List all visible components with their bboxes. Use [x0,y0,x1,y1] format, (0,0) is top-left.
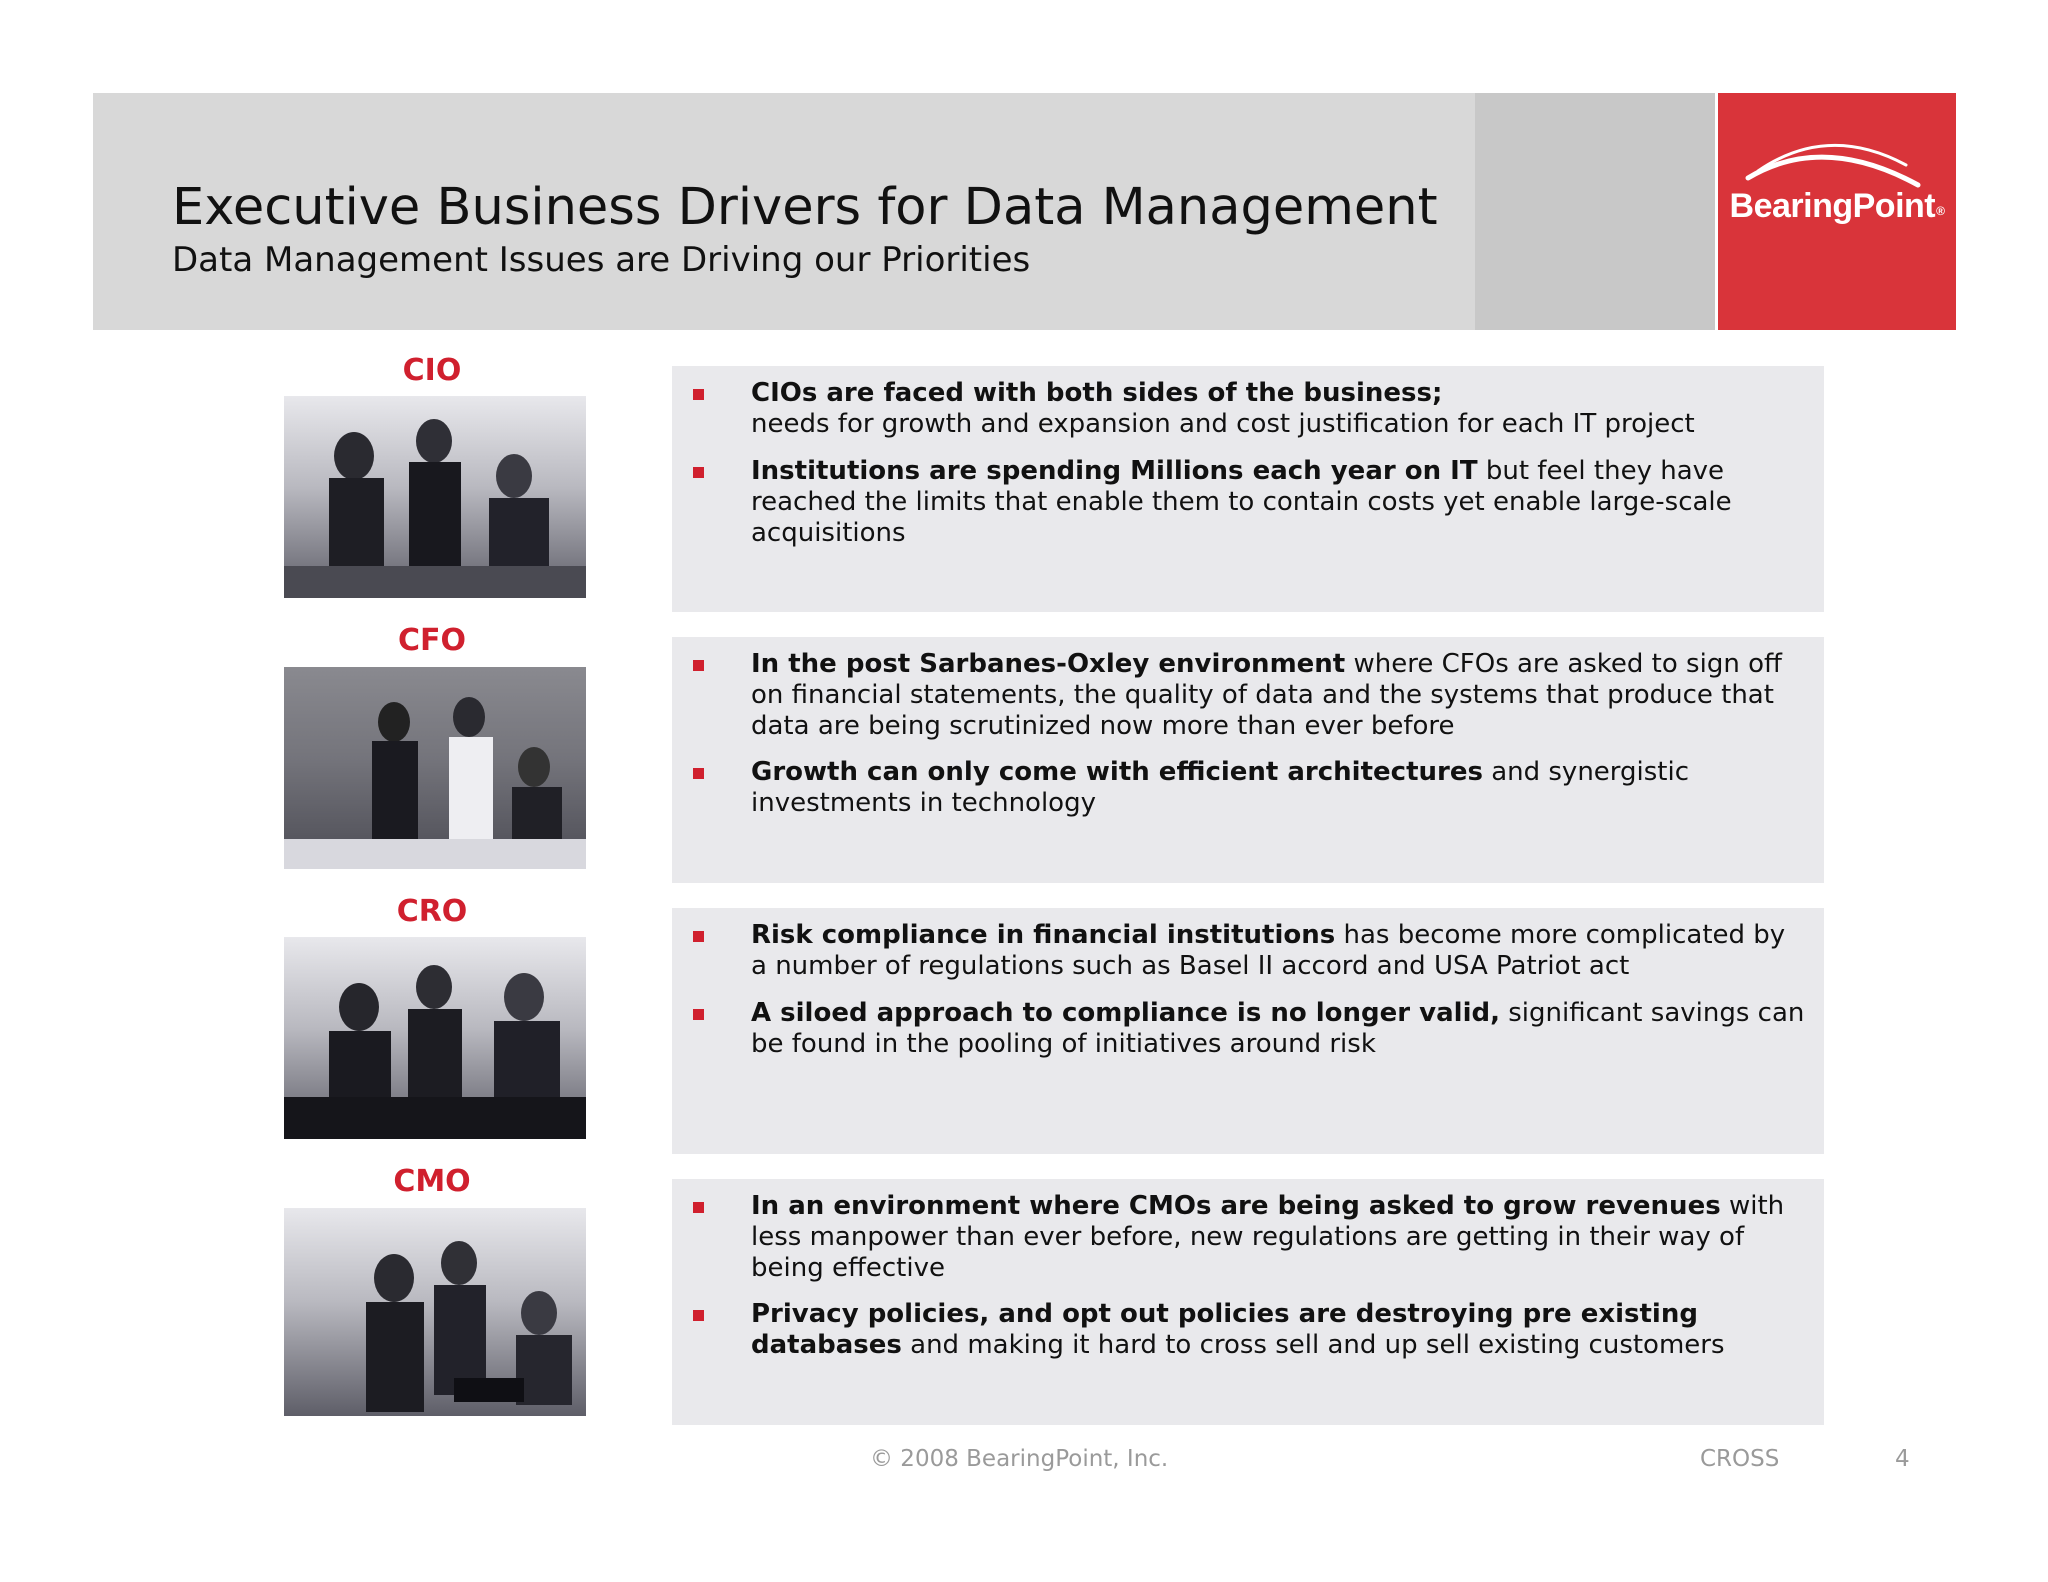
page-number: 4 [1895,1446,1910,1472]
page-subtitle: Data Management Issues are Driving our Priorities [172,240,1031,280]
logo-registered-mark: ® [1936,204,1945,218]
bearingpoint-logo [1718,93,1956,330]
cio-panel [672,366,1824,612]
square-bullet-icon [693,1009,704,1020]
square-bullet-icon [693,1202,704,1213]
cro-panel [672,908,1824,1154]
bullet-bold-text: In the post Sarbanes-Oxley environment [751,649,1346,679]
bullet-bold-text: A siloed approach to compliance is no longer valid, [751,998,1500,1028]
executives-laptop-photo [284,1208,586,1416]
page-title: Executive Business Drivers for Data Management [172,178,1438,237]
logo-wordmark: BearingPoint [1729,187,1936,225]
square-bullet-icon [693,768,704,779]
section-label-cro: CRO [396,894,468,929]
bullet-body-text: but feel they have reached the limits that enable them to contain costs yet enable large-scale acquisitions [751,456,1732,548]
section-label-cfo: CFO [397,623,466,658]
bullet-body-text: and making it hard to cross sell and up sell existing customers [901,1330,1725,1360]
bullet-bold-text: Institutions are spending Millions each year on IT [751,456,1478,486]
executives-handshake-photo [284,667,586,869]
cmo-panel [672,1179,1824,1425]
executives-signing-photo [284,937,586,1139]
bullet-body-text: needs for growth and expansion and cost justification for each IT project [751,409,1695,439]
bullet-bold-text: CIOs are faced with both sides of the business; [751,378,1443,408]
square-bullet-icon [693,389,704,400]
bullet-bold-text: Risk compliance in financial institutions [751,920,1336,950]
section-label-cmo: CMO [393,1164,471,1199]
executives-meeting-photo [284,396,586,598]
header-shade-block [1475,93,1715,330]
section-label-cio: CIO [402,353,462,388]
bullet-body-text: and synergistic investments in technology [751,757,1690,818]
bullet-bold-text: In an environment where CMOs are being asked to grow revenues [751,1191,1721,1221]
square-bullet-icon [693,1310,704,1321]
bullet-body-text: has become more complicated by a number of regulations such as Basel II accord and USA Patriot act [751,920,1786,981]
square-bullet-icon [693,660,704,671]
cfo-panel [672,637,1824,883]
footer-copyright: © 2008 BearingPoint, Inc. [870,1446,1169,1472]
bullet-body-text: where CFOs are asked to sign off on financial statements, the quality of data and the systems that produce that data are being scrutinized now more than ever before [751,649,1782,741]
square-bullet-icon [693,467,704,478]
bullet-bold-text: Privacy policies, and opt out policies are destroying pre existing databases [751,1299,1698,1360]
bullet-body-text: with less manpower than ever before, new regulations are getting in their way of being effective [751,1191,1785,1283]
footer-code: CROSS [1700,1446,1780,1472]
bullet-bold-text: Growth can only come with efficient architectures [751,757,1483,787]
square-bullet-icon [693,931,704,942]
bullet-body-text: significant savings can be found in the pooling of initiatives around risk [751,998,1805,1059]
